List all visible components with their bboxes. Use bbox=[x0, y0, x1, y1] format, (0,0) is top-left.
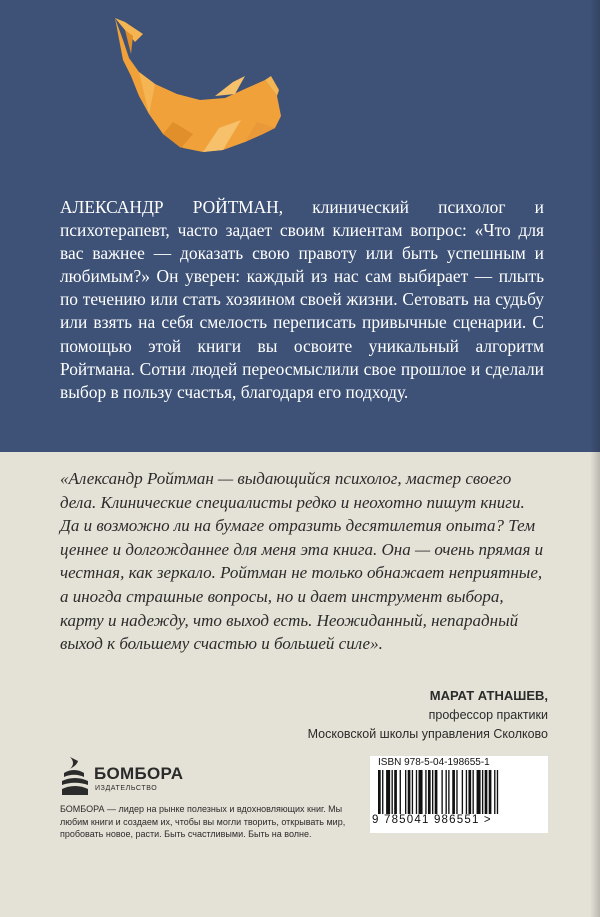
barcode-bars bbox=[378, 770, 540, 814]
spine-shadow bbox=[590, 0, 600, 917]
publisher-tagline: БОМБОРА — лидер на рынке полезных и вдохновляющих книг. Мы любим книги и создаем их, чтобы вы могли творить, открывать мир, пробовать новое, расти. Быть счастливыми. Быть на волне. bbox=[60, 804, 346, 839]
barcode bbox=[370, 756, 548, 833]
publisher-logo bbox=[60, 755, 184, 799]
attribution-name: МАРАТ АТНАШЕВ, bbox=[429, 688, 548, 703]
publisher-subtitle: ИЗДАТЕЛЬСТВО bbox=[95, 785, 158, 792]
barcode-digits: 9 785041 986551 > bbox=[372, 814, 492, 826]
isbn-text: ISBN 978-5-04-198655-1 bbox=[378, 757, 490, 768]
quote-attribution bbox=[308, 686, 548, 745]
attribution-title-line2: Московской школы управления Сколково bbox=[307, 727, 548, 741]
bombora-wave-icon bbox=[60, 755, 90, 799]
book-description: АЛЕКСАНДР РОЙТМАН, клинический психолог и психотерапевт, часто задает своим клиентам вопрос: «Что для вас важнее — доказать свою правоту или быть успешным и любимым?» Он уверен: каждый из нас сам выбирает — плыть по течению или стать хозяином своей жизни. Сетовать на судьбу или взять на себя смелость переписать привычные сценарии. С помощью этой книги вы освоите уникальный алгоритм Ройтмана. Сотни людей переосмыслили свое прошлое и сделали выбор в пользу счастья, благодаря его подходу. bbox=[60, 197, 544, 402]
fish-illustration-icon bbox=[95, 10, 295, 160]
endorsement-quote: «Александр Ройтман — выдающийся психолог, мастер своего дела. Клинические специалисты редко и неохотно пишут книги. Да и возможно ли на бумаге отразить десятилетия опыта? Тем ценнее и долгожданнее для меня эта книга. Она — очень прямая и честная, как зеркало. Ройтман не только обнажает неприятные, а иногда страшные вопросы, но и дает инструмент выбора, карту и надежду, что выход есть. Неожиданный, непарадный выход к большему счастью и большей силе». bbox=[60, 469, 544, 654]
publisher-name: БОМБОРА bbox=[94, 764, 184, 783]
attribution-title-line1: профессор практики bbox=[428, 707, 548, 722]
